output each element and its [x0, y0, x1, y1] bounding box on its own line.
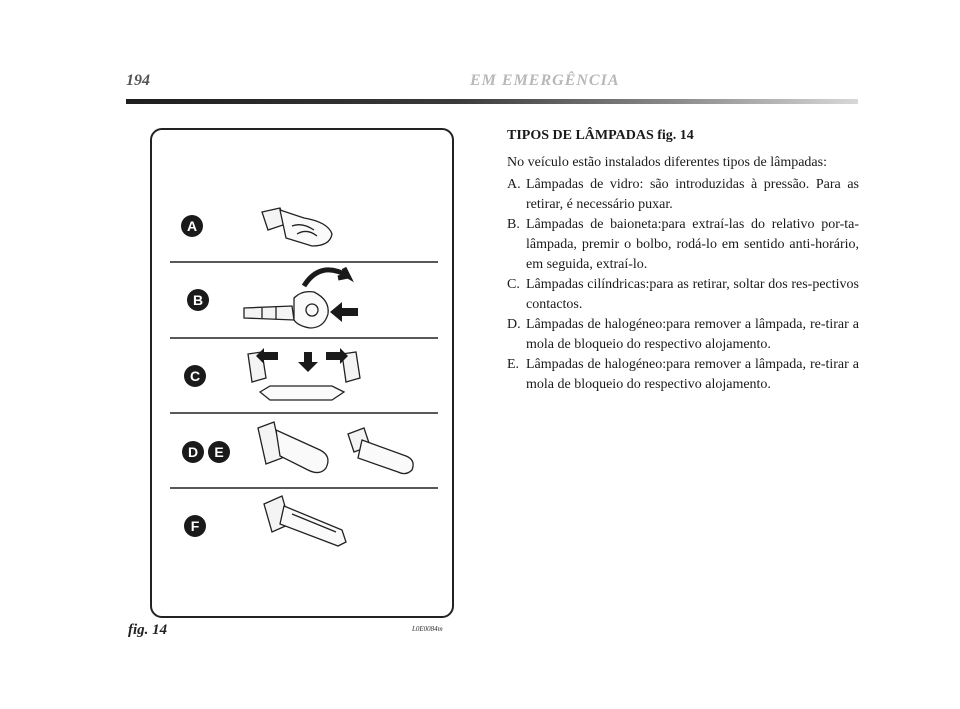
content-column: [507, 126, 859, 395]
label-f: F: [190, 518, 200, 534]
bulb-types-illustration: [152, 130, 452, 616]
glass-bulb-drawing: [262, 208, 332, 246]
label-badge-c: [184, 365, 206, 387]
halogen-bulb-drawing: [258, 422, 413, 474]
page-number: 194: [126, 72, 150, 89]
label-c: C: [189, 368, 201, 384]
push-arrow-icon: [330, 302, 358, 322]
figure-caption: fig. 14: [128, 622, 168, 638]
label-badge-e: [208, 441, 230, 463]
list-item-letter: E.: [507, 357, 520, 372]
label-badge-f: [184, 515, 206, 537]
list-item-text: Lâmpadas de halogéneo:para remover a lâmpada, re-tirar a mola de bloqueio do respectivo alojamento.: [526, 317, 859, 352]
list-item-letter: A.: [507, 177, 521, 192]
rotate-arrow-icon: [304, 268, 348, 286]
figure-panel: [150, 128, 454, 618]
section-title: TIPOS DE LÂMPADAS fig. 14: [507, 128, 694, 143]
header-rule: [126, 99, 858, 104]
list-item-text: Lâmpadas de vidro: são introduzidas à pressão. Para as retirar, é necessário puxar.: [526, 177, 859, 212]
list-item: [507, 315, 859, 355]
running-header: EM EMERGÊNCIA: [470, 72, 620, 89]
list-item-letter: C.: [507, 277, 520, 292]
intro-paragraph: No veículo estão instalados diferentes tipos de lâmpadas:: [507, 155, 827, 170]
label-e: E: [214, 444, 224, 460]
list-item: [507, 175, 859, 215]
pull-arrow-down-icon: [298, 352, 318, 372]
list-item: [507, 215, 859, 275]
list-item-letter: B.: [507, 217, 520, 232]
list-item-text: Lâmpadas de baioneta:para extraí-las do relativo por-ta-lâmpada, premir o bolbo, rodá-lo em sentido anti-horário, em seguida, extraí-lo.: [526, 217, 859, 272]
label-a: A: [186, 218, 198, 234]
label-d: D: [187, 444, 199, 460]
list-item-letter: D.: [507, 317, 521, 332]
halogen-bulb-f-drawing: [264, 496, 346, 546]
bayonet-bulb-drawing: [244, 292, 328, 328]
label-badge-b: [187, 289, 209, 311]
list-item-text: Lâmpadas de halogéneo:para remover a lâmpada, re-tirar a mola de bloqueio do respectivo alojamento.: [526, 357, 859, 392]
label-badge-d: [182, 441, 204, 463]
figure-code: L0E0084m: [412, 625, 443, 633]
list-item: [507, 355, 859, 395]
list-item: [507, 275, 859, 315]
label-badge-a: [181, 215, 203, 237]
list-item-text: Lâmpadas cilíndricas:para as retirar, soltar dos res-pectivos contactos.: [526, 277, 859, 312]
label-b: B: [192, 292, 204, 308]
